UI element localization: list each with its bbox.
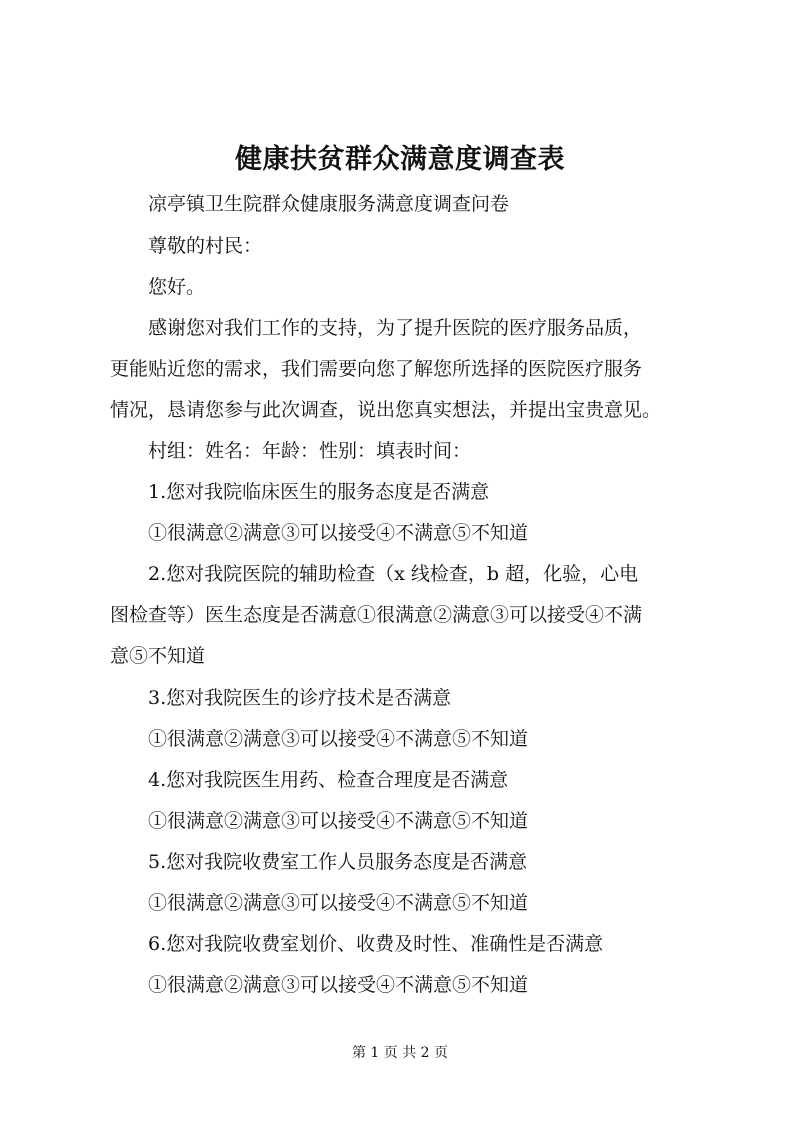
page-number-footer: 第 1 页 共 2 页: [351, 1045, 449, 1061]
question-3-options: ①很满意②满意③可以接受④不满意⑤不知道: [148, 728, 529, 750]
question-4: 4.您对我院医生用药、检查合理度是否满意: [148, 769, 509, 791]
question-5-options: ①很满意②满意③可以接受④不满意⑤不知道: [148, 892, 529, 914]
question-6: 6.您对我院收费室划价、收费及时性、准确性是否满意: [148, 933, 604, 955]
greeting-salutation: 尊敬的村民：: [148, 235, 263, 257]
question-5: 5.您对我院收费室工作人员服务态度是否满意: [148, 851, 528, 873]
intro-paragraph-line-3: 情况，恳请您参与此次调查，说出您真实想法，并提出宝贵意见。: [110, 399, 662, 421]
respondent-info-fields: 村组：姓名：年龄：性别：填表时间：: [148, 440, 472, 462]
question-1-options: ①很满意②满意③可以接受④不满意⑤不知道: [148, 522, 529, 544]
question-2-line-3: 意⑤不知道: [110, 645, 206, 667]
question-2-line-1: 2.您对我院医院的辅助检查（x 线检查，b 超，化验，心电: [148, 563, 639, 585]
intro-paragraph-line-2: 更能贴近您的需求，我们需要向您了解您所选择的医院医疗服务: [110, 358, 643, 380]
intro-paragraph-line-1: 感谢您对我们工作的支持，为了提升医院的医疗服务品质，: [148, 317, 643, 339]
question-3: 3.您对我院医生的诊疗技术是否满意: [148, 687, 452, 709]
question-2-line-2: 图检查等）医生态度是否满意①很满意②满意③可以接受④不满: [110, 604, 643, 626]
greeting-hello: 您好。: [148, 276, 206, 298]
question-4-options: ①很满意②满意③可以接受④不满意⑤不知道: [148, 810, 529, 832]
document-title: 健康扶贫群众满意度调查表: [235, 144, 565, 175]
question-1: 1.您对我院临床医生的服务态度是否满意: [148, 481, 490, 503]
survey-subtitle: 凉亭镇卫生院群众健康服务满意度调查问卷: [148, 193, 510, 215]
question-6-options: ①很满意②满意③可以接受④不满意⑤不知道: [148, 974, 529, 996]
